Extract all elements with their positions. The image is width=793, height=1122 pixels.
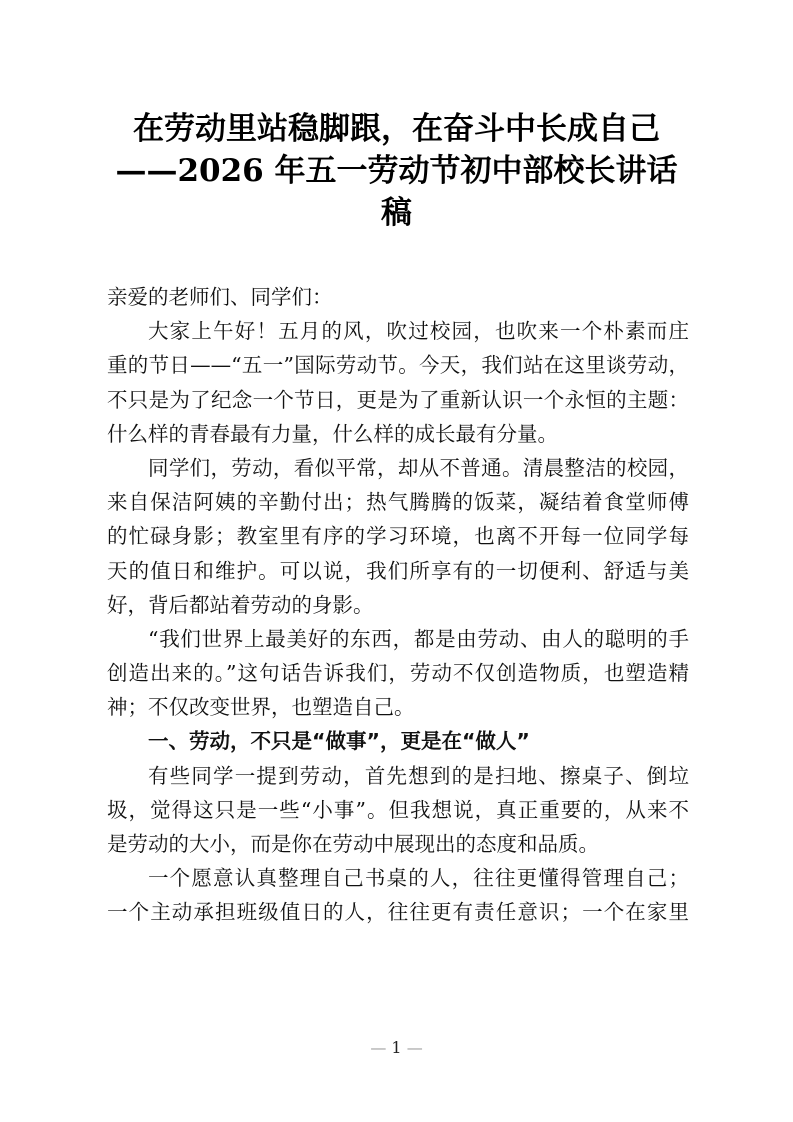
page-number: 1	[391, 1038, 402, 1057]
body-line: 有些同学一提到劳动，首先想到的是扫地、擦桌子、倒垃	[148, 763, 689, 788]
footer-dash-right: —	[406, 1038, 423, 1057]
document-title	[100, 108, 693, 234]
body-line: 的忙碌身影；教室里有序的学习环境，也离不开每一位同学每	[107, 524, 689, 549]
footer-dash-left: —	[370, 1038, 387, 1057]
body-line: 一个愿意认真整理自己书桌的人，往往更懂得管理自己；	[148, 866, 689, 891]
body-line: 天的值日和维护。可以说，我们所享有的一切便利、舒适与美	[107, 558, 689, 583]
body-line: 创造出来的。”这句话告诉我们，劳动不仅创造物质，也塑造精	[107, 661, 689, 686]
body-line: 神；不仅改变世界，也塑造自己。	[107, 695, 415, 720]
document-body	[107, 280, 689, 930]
title-line: ——2026 年五一劳动节初中部校长讲话	[115, 153, 678, 189]
body-line: 亲爱的老师们、同学们：	[107, 285, 333, 309]
body-line: 一个主动承担班级值日的人，往往更有责任意识；一个在家里	[107, 900, 689, 925]
body-line: 好，背后都站着劳动的身影。	[107, 592, 374, 617]
body-line: 大家上午好！五月的风，吹过校园，也吹来一个朴素而庄	[148, 319, 689, 344]
body-line: 什么样的青春最有力量，什么样的成长最有分量。	[107, 421, 558, 446]
body-line: “我们世界上最美好的东西，都是由劳动、由人的聪明的手	[148, 626, 689, 651]
body-line: 不只是为了纪念一个节日，更是为了重新认识一个永恒的主题：	[107, 387, 689, 412]
title-line: 稿	[381, 195, 412, 231]
section-heading: 一、劳动，不只是“做事”，更是在“做人”	[148, 729, 530, 754]
body-line: 重的节日——“五一”国际劳动节。今天，我们站在这里谈劳动，	[107, 353, 689, 378]
body-line: 来自保洁阿姨的辛勤付出；热气腾腾的饭菜，凝结着食堂师傅	[107, 490, 689, 515]
body-line: 同学们，劳动，看似平常，却从不普通。清晨整洁的校园，	[148, 455, 689, 480]
page-footer	[0, 1038, 793, 1057]
title-line: 在劳动里站稳脚跟，在奋斗中长成自己	[133, 111, 660, 147]
body-line: 是劳动的大小，而是你在劳动中展现出的态度和品质。	[107, 832, 599, 856]
body-line: 圾，觉得这只是一些“小事”。但我想说，真正重要的，从来不	[107, 797, 689, 822]
